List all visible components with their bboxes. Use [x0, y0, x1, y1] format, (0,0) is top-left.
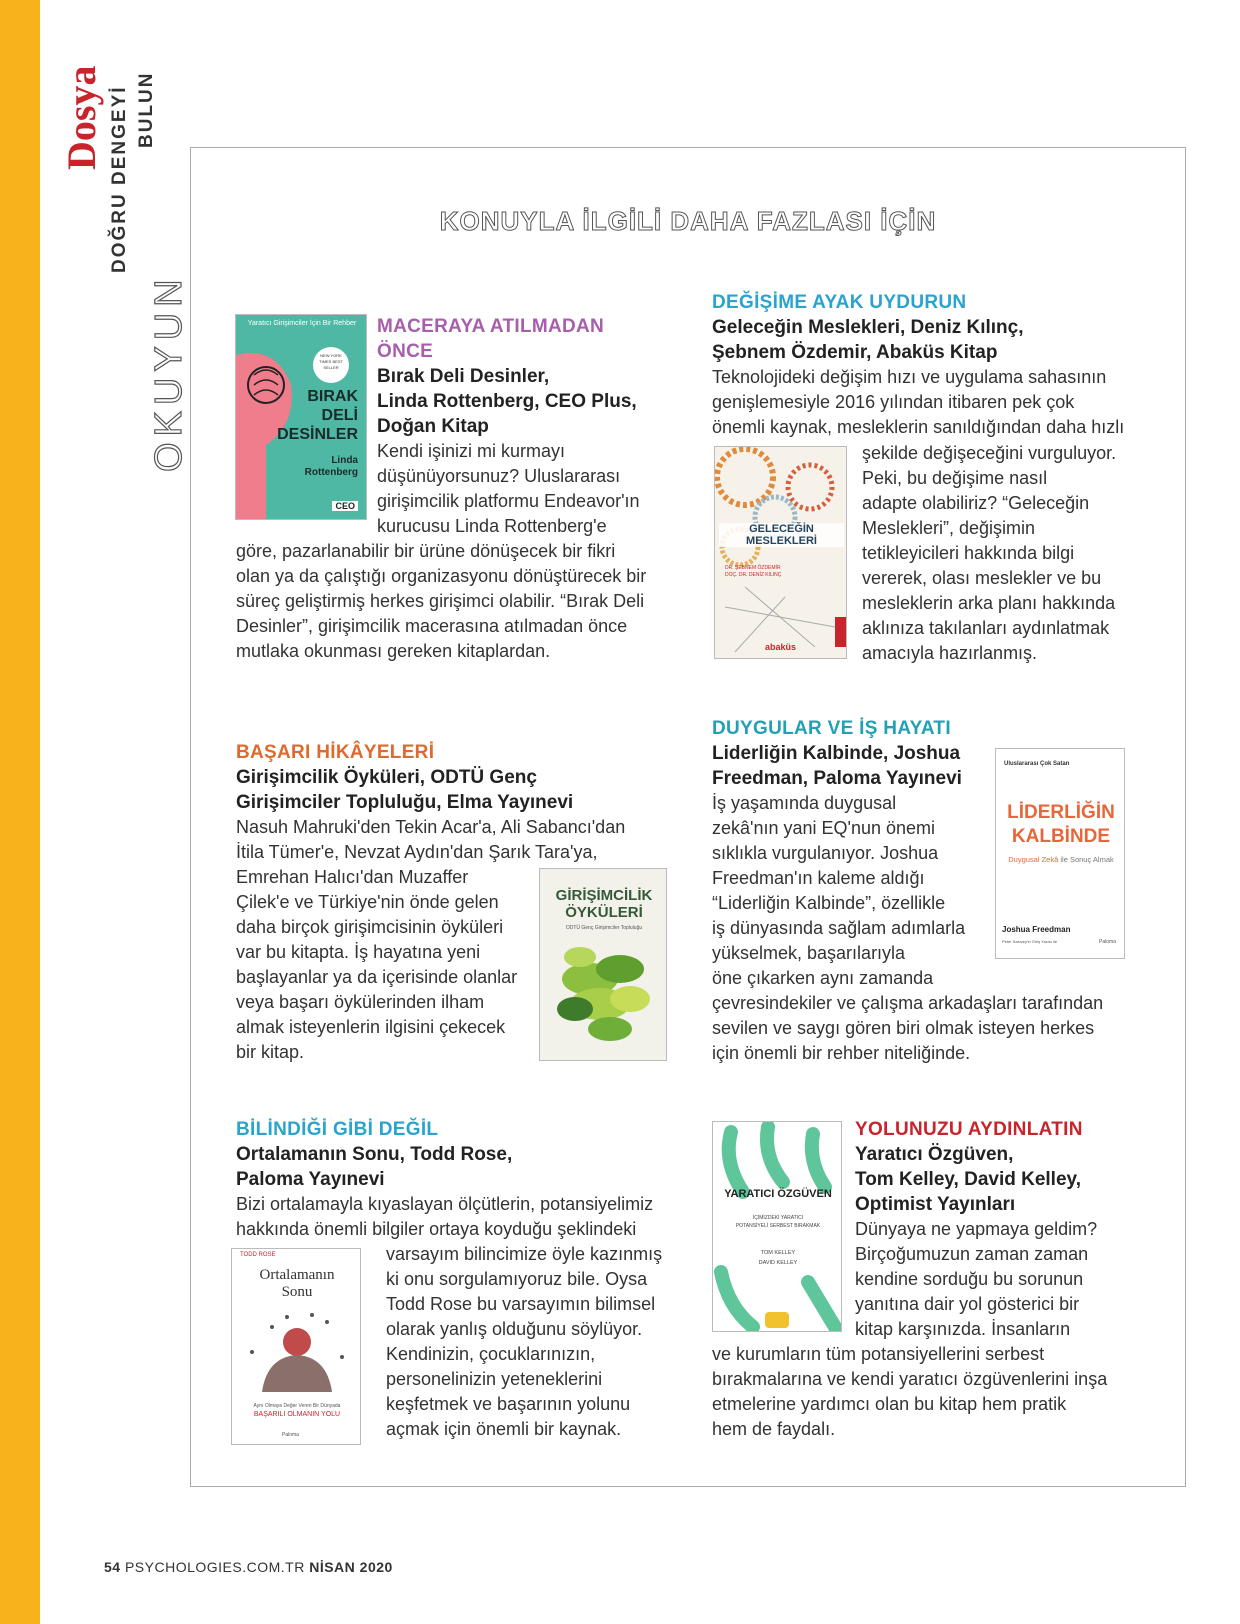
cover-title: BIRAK DELİ DESİNLER	[277, 388, 358, 443]
article-text: hem de faydalı.	[712, 1419, 836, 1439]
book-cover-birak-deli-desinler	[235, 314, 367, 520]
article-title: BİLİNDİĞİ GİBİ DEĞİL	[236, 1119, 439, 1140]
article-text: Kendi işinizi mi kurmayı	[377, 441, 566, 461]
article-text: ki onu sorgulamıyoruz bile. Oysa	[386, 1269, 648, 1289]
article-text: öne çıkarken aynı zamanda	[712, 968, 934, 988]
book-cover-liderligin-kalbinde	[995, 748, 1125, 959]
article-text: Bizi ortalamayla kıyaslayan ölçütlerin, potansiyelimiz	[236, 1194, 654, 1214]
article-text: sevilen ve saygı gören biri olmak isteyen herkes	[712, 1018, 1095, 1038]
article-text: var bu kitapta. İş hayatına yeni	[236, 942, 481, 962]
cover-subtitle: Duygusal Zekâ ile Sonuç Almak	[1008, 855, 1114, 864]
article-text: vererek, olası meslekler ve bu	[862, 568, 1102, 588]
cover-author: Joshua Freedman	[1002, 925, 1071, 934]
article-duygular	[712, 716, 982, 991]
book-info: Paloma Yayınevi	[236, 1169, 385, 1190]
article-text: ve kurumların tüm potansiyellerini serbest	[712, 1344, 1045, 1364]
cover-title: GİRİŞİMCİLİK ÖYKÜLERİ	[555, 887, 653, 921]
page-number: 54	[104, 1559, 121, 1575]
article-text: “Liderliğin Kalbinde”, özellikle	[712, 893, 946, 913]
book-cover-gelecegin-meslekleri	[714, 446, 847, 659]
cover-title: Ortalamanın Sonu	[259, 1267, 335, 1300]
article-text: mutlaka okunması gereken kitaplardan.	[236, 641, 551, 661]
article-text: aklınıza takılanları aydınlatmak	[862, 618, 1110, 638]
book-info: Freedman, Paloma Yayınevi	[712, 768, 962, 789]
cover-publisher: CEO	[332, 501, 358, 511]
article-degisime	[712, 290, 1162, 440]
book-info: Linda Rottenberg, CEO Plus,	[377, 391, 637, 412]
article-duygular-text	[712, 991, 1162, 1066]
article-maceraya-text	[236, 539, 676, 664]
cover-authors: TOM KELLEY DAVID KELLEY	[758, 1250, 798, 1266]
article-title: BAŞARI HİKÂYELERİ	[236, 742, 435, 763]
article-text: Meslekleri”, değişimin	[862, 518, 1036, 538]
book-info: Girişimcilik Öyküleri, ODTÜ Genç	[236, 767, 537, 788]
article-text: düşünüyorsunuz? Uluslararası	[377, 466, 621, 486]
article-text: başlayanlar ya da içerisinde olanlar	[236, 967, 518, 987]
article-text: adapte olabiliriz? “Geleceğin	[862, 493, 1090, 513]
book-info: Doğan Kitap	[377, 416, 489, 437]
article-text: şekilde değişeceğini vurguluyor.	[862, 443, 1117, 463]
book-info: Tom Kelley, David Kelley,	[855, 1169, 1081, 1190]
article-bilindigi-text	[386, 1242, 686, 1442]
cover-title: LİDERLİĞİN KALBİNDE	[1007, 802, 1115, 847]
dossier-title-line1: DOĞRU DENGEYİ	[109, 85, 130, 273]
cover-top-text: Uluslararası Çok Satan	[1004, 761, 1070, 767]
book-cover-yaratici-ozguven	[712, 1121, 842, 1332]
cover-subtitle: Aynı Olmaya Değer Veren Bir Dünyada	[253, 1403, 341, 1409]
article-text: etmelerine yardımcı olan bu kitap hem pratik	[712, 1394, 1067, 1414]
article-text: bırakmalarına ve kendi yaratıcı özgüvenlerini inşa	[712, 1369, 1108, 1389]
article-text: göre, pazarlanabilir bir ürüne dönüşecek bir fikri	[236, 541, 616, 561]
article-text: mesleklerin arka planı hakkında	[862, 593, 1116, 613]
book-info: Liderliğin Kalbinde, Joshua	[712, 743, 961, 764]
article-text: olarak yanlış olduğunu söylüyor.	[386, 1319, 643, 1339]
book-info: Yaratıcı Özgüven,	[855, 1144, 1014, 1165]
article-text: varsayım bilincimize öyle kazınmış	[386, 1244, 663, 1264]
footer-issue: NİSAN 2020	[309, 1559, 393, 1575]
page-footer	[104, 1559, 393, 1575]
article-title: DUYGULAR VE İŞ HAYATI	[712, 718, 951, 739]
yellow-side-band	[0, 0, 40, 1624]
book-cover-girisimcilik-oykuleri	[539, 868, 667, 1061]
article-text: Emrehan Halıcı'dan Muzaffer	[236, 867, 469, 887]
article-title-cont: ÖNCE	[377, 341, 434, 362]
article-text: Kendinizin, çocuklarınızın,	[386, 1344, 596, 1364]
article-text: sıklıkla vurgulanıyor. Joshua	[712, 843, 939, 863]
article-text: kendine sorduğu bu sorunun	[855, 1269, 1084, 1289]
article-text: Teknolojideki değişim hızı ve uygulama sahasının	[712, 367, 1107, 387]
article-title: DEĞİŞİME AYAK UYDURUN	[712, 292, 967, 313]
article-text: Birçoğumuzun zaman zaman	[855, 1244, 1089, 1264]
footer-site: PSYCHOLOGIES.COM.TR	[124, 1559, 305, 1575]
cover-title: YARATICI ÖZGÜVEN	[724, 1188, 832, 1200]
book-info: Geleceğin Meslekleri, Deniz Kılınç,	[712, 317, 1024, 338]
article-text: çevresindekiler ve çalışma arkadaşları tarafından	[712, 993, 1104, 1013]
article-text: Freedman'ın kaleme aldığı	[712, 868, 925, 888]
article-text: keşfetmek ve başarının yolunu	[386, 1394, 631, 1414]
article-text: personelinizin yeteneklerini	[386, 1369, 603, 1389]
article-text: İtila Tümer'e, Nevzat Aydın'dan Şarık Tara'ya,	[236, 842, 598, 862]
article-text: genişlemesiyle 2016 yılından itibaren pek çok	[712, 392, 1075, 412]
article-text: yanıtına dair yol gösterici bir	[855, 1294, 1080, 1314]
book-info: Optimist Yayınları	[855, 1194, 1016, 1215]
article-text: zekâ'nın yani EQ'nun önemi	[712, 818, 936, 838]
article-bilindigi	[236, 1117, 686, 1242]
cover-subtitle: İÇİMİZDEKİ YARATICI POTANSİYELİ SERBEST BIRAKMAK	[735, 1215, 821, 1229]
book-info: Girişimciler Topluluğu, Elma Yayınevi	[236, 792, 574, 813]
article-text: Nasuh Mahruki'den Tekin Acar'a, Ali Sabancı'dan	[236, 817, 626, 837]
article-title: YOLUNUZU AYDINLATIN	[855, 1119, 1083, 1140]
article-text: Peki, bu değişime nasıl	[862, 468, 1048, 488]
article-text: Çilek'e ve Türkiye'nin önde gelen	[236, 892, 499, 912]
article-degisime-text	[862, 441, 1172, 666]
article-text: olan ya da çalıştığı organizasyonu dönüştürecek bir	[236, 566, 647, 586]
article-text: süreç geliştirmiş herkes girişimci olabilir. “Bırak Deli	[236, 591, 645, 611]
cover-badge: NEW YORK TIMES BEST SELLER	[319, 353, 343, 370]
article-text: yükselmek, başarılarıyla	[712, 943, 906, 963]
article-text: İş yaşamında duygusal	[712, 793, 897, 813]
article-text: önemli kaynak, mesleklerin sanıldığından daha hızlı	[712, 417, 1125, 437]
article-text: iş dünyasında sağlam adımlarla	[712, 918, 966, 938]
book-info: Bırak Deli Desinler,	[377, 366, 550, 387]
cover-publisher: abaküs	[765, 642, 797, 652]
main-title: KONUYLA İLGİLİ DAHA FAZLASI İÇİN	[439, 206, 937, 236]
article-text: için önemli bir rehber niteliğinde.	[712, 1043, 971, 1063]
cover-author: Linda Rottenberg	[304, 455, 358, 478]
cover-publisher: Paloma	[282, 1432, 299, 1438]
cover-top-text: Yaratıcı Girişimciler İçin Bir Rehber	[247, 320, 357, 327]
book-cover-ortalamanin-sonu	[231, 1248, 361, 1445]
article-text: tetikleyicileri hakkında bilgi	[862, 543, 1075, 563]
article-text: girişimcilik platformu Endeavor'ın	[377, 491, 640, 511]
article-text: kurucusu Linda Rottenberg'e	[377, 516, 607, 536]
cover-translator: Peter Salovey'in Giriş Yazısı ile	[1002, 939, 1058, 944]
okuyun-label: OKUYUN	[148, 273, 190, 472]
book-info: Ortalamanın Sonu, Todd Rose,	[236, 1144, 513, 1165]
article-text: amacıyla hazırlanmış.	[862, 643, 1038, 663]
article-text: almak isteyenlerin ilgisini çekecek	[236, 1017, 506, 1037]
article-text: veya başarı öykülerinden ilham	[236, 992, 485, 1012]
cover-authors: DR. ŞEBNEM ÖZDEMİR DOÇ. DR. DENİZ KILINÇ	[725, 565, 782, 578]
cover-author: TODD ROSE	[240, 1252, 276, 1258]
cover-subtitle-2: BAŞARILI OLMANIN YOLU	[253, 1411, 341, 1418]
section-label: Dosya	[59, 65, 104, 170]
article-maceraya	[377, 314, 667, 539]
cover-publisher: Paloma	[1099, 939, 1116, 945]
book-info: Şebnem Özdemir, Abaküs Kitap	[712, 342, 998, 363]
cover-title: GELECEĞİN MESLEKLERİ	[719, 523, 844, 547]
article-yolunuzu	[855, 1117, 1175, 1342]
article-text: Todd Rose bu varsayımın bilimsel	[386, 1294, 656, 1314]
article-text: daha birçok girişimcisinin öyküleri	[236, 917, 504, 937]
article-text: Dünyaya ne yapmaya geldim?	[855, 1219, 1098, 1239]
article-yolunuzu-text	[712, 1342, 1162, 1442]
article-text: Desinler”, girişimcilik macerasına atılmadan önce	[236, 616, 628, 636]
article-text: kitap karşınızda. İnsanların	[855, 1319, 1071, 1339]
article-text: hakkında önemli bilgiler ortaya koyduğu şeklindeki	[236, 1219, 637, 1239]
article-text: açmak için önemli bir kaynak.	[386, 1419, 622, 1439]
article-text: bir kitap.	[236, 1042, 305, 1062]
article-title: MACERAYA ATILMADAN	[377, 316, 605, 337]
dossier-title-line2: BULUN	[136, 71, 157, 148]
cover-subtitle: ODTÜ Genç Girişimciler Topluluğu	[565, 925, 643, 931]
